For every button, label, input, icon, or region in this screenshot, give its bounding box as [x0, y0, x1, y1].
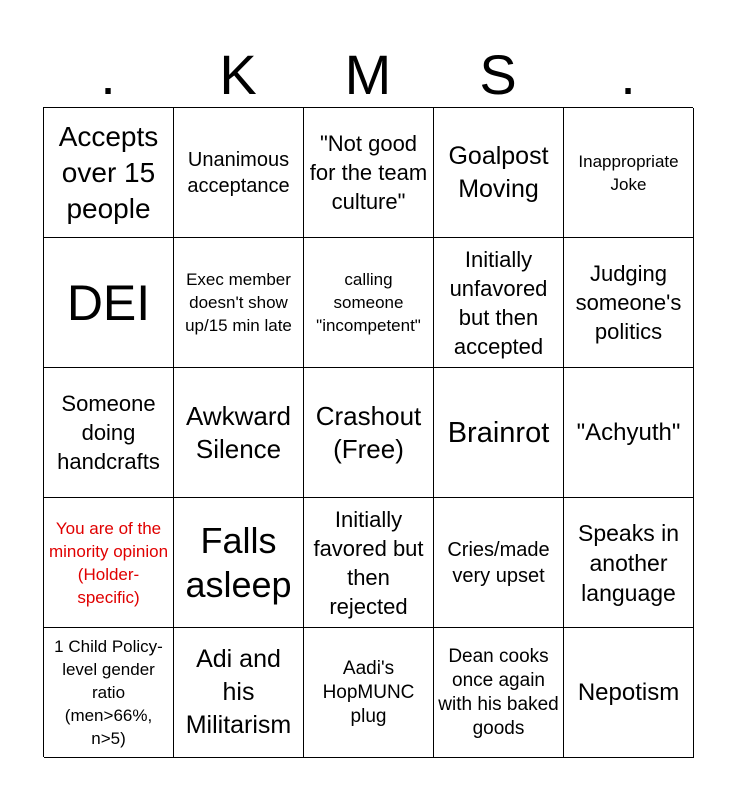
bingo-cell-text: Initially unfavored but then accepted — [449, 246, 548, 359]
bingo-cell[interactable] — [434, 368, 564, 498]
bingo-cell-text: You are of the minority opinion (Holder-specific) — [48, 518, 169, 607]
bingo-cell[interactable] — [434, 238, 564, 368]
bingo-cell[interactable] — [564, 108, 694, 238]
header-letter: M — [344, 43, 392, 106]
bingo-cell[interactable] — [304, 628, 434, 758]
bingo-cell-text: Unanimous acceptance — [187, 148, 290, 197]
bingo-cell-text: Judging someone's politics — [575, 261, 682, 344]
bingo-cell-text: Dean cooks once again with his baked goods — [438, 645, 559, 739]
bingo-cell-text: Awkward Silence — [185, 400, 291, 464]
bingo-cell[interactable] — [564, 368, 694, 498]
header-letter: . — [620, 43, 636, 106]
bingo-cell[interactable] — [304, 108, 434, 238]
bingo-cell-text: "Not good for the team culture" — [309, 131, 428, 214]
bingo-cell-text: DEI — [66, 274, 151, 331]
bingo-grid — [43, 107, 693, 757]
bingo-cell[interactable] — [304, 368, 434, 498]
bingo-cell-text: Nepotism — [577, 678, 680, 706]
bingo-cell-text: Someone doing handcrafts — [57, 391, 160, 474]
bingo-cell[interactable] — [44, 368, 174, 498]
bingo-cell-text: Goalpost Moving — [448, 141, 549, 203]
bingo-cell-text: Exec member doesn't show up/15 min late — [185, 270, 292, 335]
bingo-cell-text: Accepts over 15 people — [58, 120, 159, 224]
bingo-cell[interactable] — [174, 628, 304, 758]
bingo-cell[interactable] — [44, 108, 174, 238]
bingo-cell[interactable] — [174, 498, 304, 628]
bingo-cell[interactable] — [564, 498, 694, 628]
bingo-cell-text: Cries/made very upset — [447, 538, 550, 587]
bingo-cell[interactable] — [44, 238, 174, 368]
bingo-cell[interactable] — [304, 238, 434, 368]
bingo-cell[interactable] — [434, 108, 564, 238]
bingo-cell-text: Inappropriate Joke — [578, 151, 679, 194]
bingo-cell-text: Speaks in another language — [577, 519, 679, 606]
header-letter: . — [100, 43, 116, 106]
bingo-cell[interactable] — [304, 498, 434, 628]
bingo-cell[interactable] — [564, 238, 694, 368]
bingo-cell[interactable] — [174, 108, 304, 238]
bingo-cell-text: calling someone "incompetent" — [316, 270, 421, 335]
bingo-header — [43, 42, 693, 108]
bingo-cell[interactable] — [174, 238, 304, 368]
bingo-cell-text: Adi and his Militarism — [185, 645, 292, 739]
bingo-cell[interactable] — [174, 368, 304, 498]
bingo-cell[interactable] — [434, 628, 564, 758]
bingo-cell-text: Crashout (Free) — [315, 400, 422, 464]
bingo-cell-text: Brainrot — [447, 416, 550, 449]
bingo-cell-text: Initially favored but then rejected — [313, 506, 424, 619]
bingo-cell-text: 1 Child Policy-level gender ratio (men>66%, n>5) — [54, 637, 163, 748]
bingo-cell[interactable] — [434, 498, 564, 628]
header-letter: K — [219, 43, 257, 106]
bingo-cell-text: Aadi's HopMUNC plug — [322, 657, 415, 727]
bingo-cell[interactable] — [44, 498, 174, 628]
bingo-cell[interactable] — [44, 628, 174, 758]
bingo-cell-text: Falls asleep — [185, 519, 292, 605]
bingo-cell-text: "Achyuth" — [576, 418, 681, 446]
header-letter: S — [479, 43, 517, 106]
bingo-cell[interactable] — [564, 628, 694, 758]
